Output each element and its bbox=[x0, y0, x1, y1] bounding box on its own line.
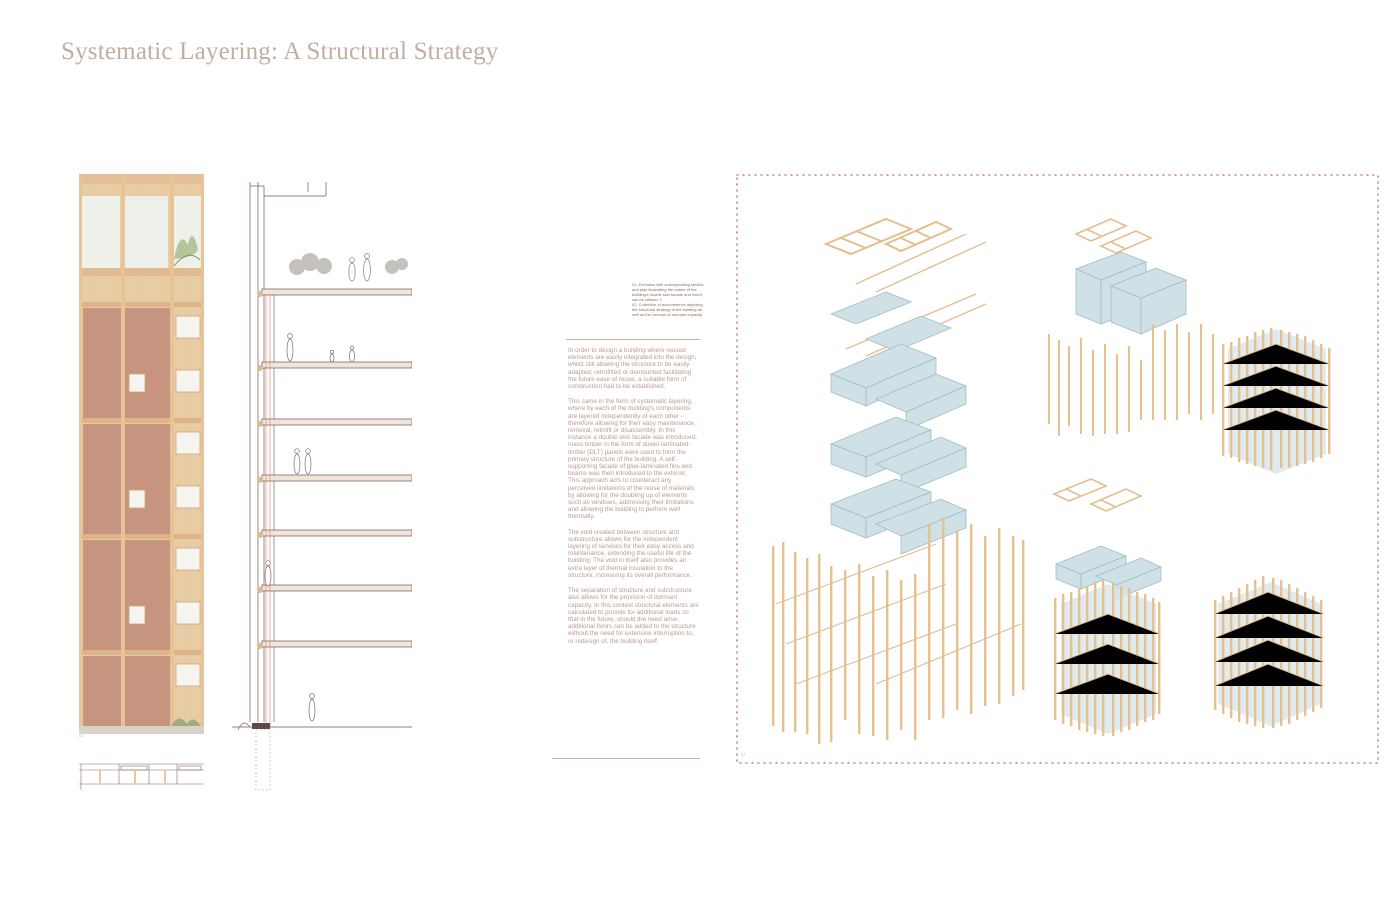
body-paragraph-4: The separation of structure and substructure also allows for the provision of dormant capacity. In this context structural elements are calculated to provide for additional loads so that in the future, should the need arise, additional floors can be added to the structure without the need for extensive interruption to, or redesign of, the building itself. bbox=[568, 587, 699, 645]
dormant-capacity-axonometric bbox=[1054, 479, 1161, 736]
body-text bbox=[568, 347, 700, 653]
facade-elevation-drawing bbox=[79, 174, 204, 734]
figure-label-axonometrics: 02 bbox=[741, 752, 746, 757]
assembled-tower-axonometric bbox=[1222, 328, 1330, 474]
axonometrics-collection bbox=[736, 174, 1379, 764]
figure-label-elevation: 01 bbox=[79, 733, 84, 738]
body-paragraph-3: The void created between structure and substructure allows for the independent layering of services for their easy access and maintenance, extending the useful life of the building. The void in itself also provides an extra layer of thermal insulation to the structure, increasing its overall performance. bbox=[568, 528, 694, 579]
body-divider bbox=[552, 758, 700, 759]
page-title: Systematic Layering: A Structural Strategy bbox=[61, 38, 499, 65]
facade-plan-drawing bbox=[79, 760, 204, 790]
extended-tower-axonometric bbox=[1214, 576, 1324, 728]
caption-divider bbox=[566, 339, 700, 340]
caption-line-2: 02. Collection of axonometrics depicting the structural strategy of the building as well as the concept of dormant capacity. bbox=[632, 302, 703, 317]
figure-caption bbox=[632, 282, 704, 317]
body-paragraph-1: In order to design a building where reused elements are easily integrated into the design, whilst still allowing the structure to be easily adapted, retrofitted or demounted facilitating the future ease of reuse, a suitable form of construction had to be established. bbox=[568, 347, 697, 391]
module-axonometric-top bbox=[1048, 219, 1214, 436]
exploded-axonometric bbox=[772, 219, 1024, 744]
building-section-drawing bbox=[232, 182, 412, 802]
caption-line-1: 01. Elevation with corresponding section and plan illustrating the nature of the building's double skin facade and how it can be utilised. // bbox=[632, 282, 704, 302]
body-paragraph-2: This came in the form of systematic layering, where by each of the building's components are layered independently of each other - therefore allowing for their easy maintenance, removal, retrofit or disassembly. In this instance a double skin facade was introduced, mass timber in the form of dowel-laminated-timber (DLT) panels were used to form the primary structure of the building. A self-supporting facade of glue-laminated fins and beams was then introduced to the exterior. This approach acts to counteract any perceived limitations of the reuse of materials by allowing for the doubling up of elements such as windows, addressing their limitations and allowing the building to perform well thermally. bbox=[568, 398, 697, 521]
